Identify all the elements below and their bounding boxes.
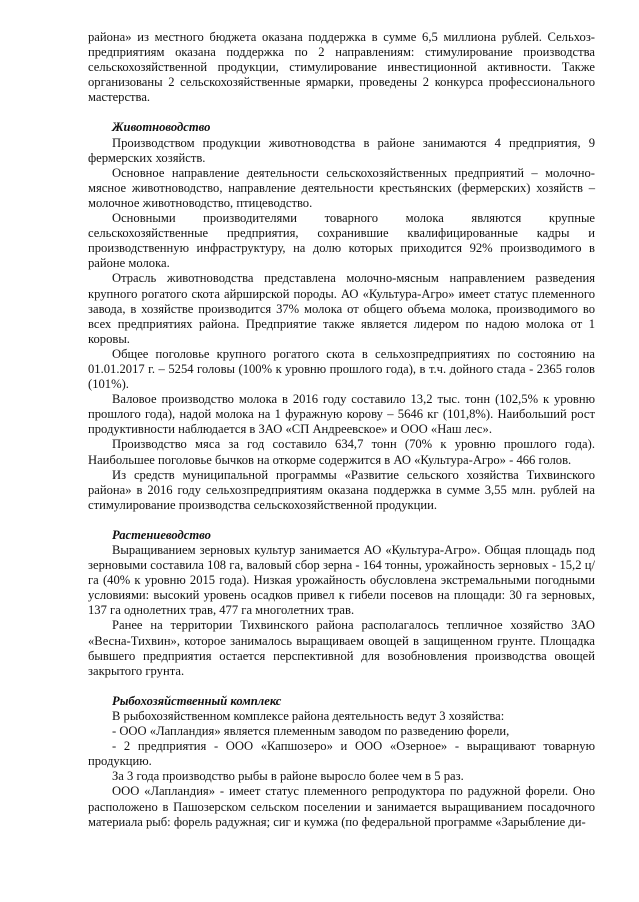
section-heading-livestock: Животноводство xyxy=(112,120,211,135)
paragraph-livestock-direction: Основное направление деятельности сельскохозяйственных предприятий – молочно-мясное животноводство, направление деятельности крестьянских (фермерских) хозяйств – молочное животноводство, птицеводство. xyxy=(88,165,595,210)
paragraph-cattle-headcount: Общее поголовье крупного рогатого скота в сельхозпредприятиях по состоянию на 01.01.2017 г. – 5254 головы (100% к уровню прошлого года), в т.ч. дойного стада - 2365 голов (101%). xyxy=(88,346,595,392)
paragraph-meat-production: Производство мяса за год составило 634,7 тонн (70% к уровню прошлого года). Наибольшее поголовье бычков на откорме содержится в АО «Культура-Агро» - 466 голов. xyxy=(88,437,595,467)
paragraph-greenhouse: Ранее на территории Тихвинского района располагалось тепличное хозяйство ЗАО «Весна-Тихвин», которое занималось выращиваем овощей в защищенном грунте. Площадка бывшего предприятия остается перспективной для возобновления производства овощей закрытого грунта. xyxy=(88,618,595,678)
section-heading-fishery: Рыбохозяйственный комплекс xyxy=(112,693,282,708)
paragraph-fishery-intro: В рыбохозяйственном комплексе района деятельность ведут 3 хозяйства: xyxy=(112,708,505,723)
section-heading-crops: Растениеводство xyxy=(112,527,211,542)
paragraph-ayrshire-breeding: Отрасль животноводства представлена молочно-мясным направлением разведения крупного рогатого скота айрширской породы. АО «Культура-Агро» имеет статус племенного завода, в хозяйстве производится 37% молока от общего объема молока, производимого во всех предприятиях района. Предприятие также является лидером по надою молока от 1 коровы. xyxy=(88,271,595,346)
paragraph-program-support: Из средств муниципальной программы «Развитие сельского хозяйства Тихвинского района» в 2016 году сельхозпредприятиям оказана поддержка в сумме 3,55 млн. рублей на стимулирование производства сельскохозяйственной продукции. xyxy=(88,467,595,512)
paragraph-milk-producers: Основными производителями товарного молока являются крупные сельскохозяйственные предприятия, сохранившие квалифицированные кадры и производственную инфраструктуру, на долю которых приходится 92% производимого в районе молока. xyxy=(88,211,595,271)
paragraph-livestock-producers: Производством продукции животноводства в районе занимаются 4 предприятия, 9 фермерских хозяйств. xyxy=(88,135,595,165)
list-item-laplandia: - ООО «Лапландия» является племенным заводом по разведению форели, xyxy=(112,724,510,739)
paragraph-support-summary: района» из местного бюджета оказана поддержка в сумме 6,5 миллиона рублей. Сельхоз-предприятиям оказана поддержка по 2 направлениям: стимулирование производства сельскохозяйственной продукции, стимулирование инвестиционной активности. Также организованы 2 сельскохозяйственные ярмарки, проведены 2 конкурса профессионального мастерства. xyxy=(88,30,595,105)
paragraph-fish-growth: За 3 года производство рыбы в районе выросло более чем в 5 раз. xyxy=(112,769,464,784)
paragraph-laplandia-status: ООО «Лапландия» - имеет статус племенного репродуктора по радужной форели. Оно расположено в Пашозерском сельском поселении и занимается выращиванием посадочного материала рыб: форель радужная; сиг и кумжа (по федеральной программе «Зарыбление ди- xyxy=(88,784,595,829)
list-item-commercial-farms: - 2 предприятия - ООО «Капшозеро» и ООО «Озерное» - выращивают товарную продукцию. xyxy=(88,739,595,769)
paragraph-milk-production: Валовое производство молока в 2016 году составило 13,2 тыс. тонн (102,5% к уровню прошлого года), надой молока на 1 фуражную корову – 5646 кг (101,8%). Наибольший рост продуктивности наблюдается в ЗАО «СП Андреевское» и ООО «Наш лес». xyxy=(88,392,595,437)
paragraph-grain-crops: Выращиванием зерновых культур занимается АО «Культура-Агро». Общая площадь под зерновыми составила 108 га, валовый сбор зерна - 164 тонны, урожайность зерновых - 15,2 ц/га (40% к уровню 2015 года). Низкая урожайность обусловлена экстремальными погодными условиями: высокий уровень осадков привел к гибели посевов на площади: 30 га зерновых, 137 га однолетних трав, 477 га многолетних трав. xyxy=(88,543,595,618)
